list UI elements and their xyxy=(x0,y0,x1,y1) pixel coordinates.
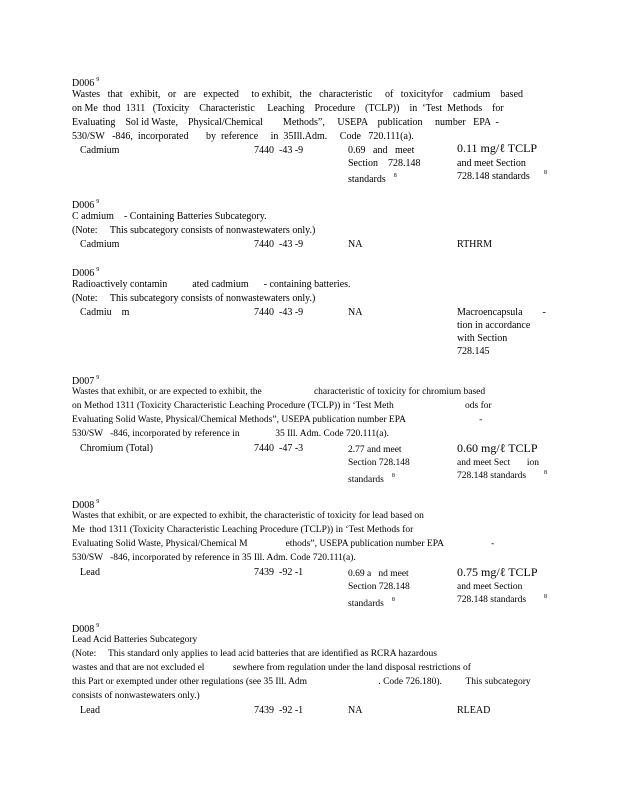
nonwastewater-line: standards $^8$ xyxy=(348,173,397,185)
standard-line: Macroencapsula - xyxy=(457,307,546,318)
waste-code: D006 $^9$ xyxy=(72,77,100,89)
description-line: (Note: This subcategory consists of nonwastewaters only.) xyxy=(72,293,316,304)
constituent-name: Lead xyxy=(80,705,100,716)
description-line: Wastes that exhibit, or are expected to exhibit, the characteristic of toxicityfor cadmium based xyxy=(72,89,524,100)
cas-number: 7440 -43 -9 xyxy=(254,239,304,250)
description-line: (Note: This standard only applies to lead acid batteries that are identified as RCRA hazardous xyxy=(72,649,437,659)
standard-line: tion in accordance xyxy=(457,320,531,331)
nonwastewater-line: standards $^8$ xyxy=(348,597,395,609)
nonwastewater-line: standards $^8$ xyxy=(348,473,395,485)
standard-line: 728.148 standards xyxy=(457,171,530,182)
description-line: Wastes that exhibit, or are expected to exhibit, the characteristic of toxicity for chromium based xyxy=(72,387,486,397)
cas-number: 7440 -43 -9 xyxy=(254,307,304,318)
standard-line: RTHRM xyxy=(457,239,492,250)
footnote-mark: 9 xyxy=(96,623,100,629)
description-line: C admium - Containing Batteries Subcategory. xyxy=(72,211,267,222)
description-line: Evaluating Sol id Waste, Physical/Chemical Methods”, USEPA publication number EPA - xyxy=(72,117,499,128)
cas-number: 7440 -43 -9 xyxy=(254,145,304,156)
constituent-name: Lead xyxy=(80,567,100,578)
nonwastewater-line: Section 728.148 xyxy=(348,158,421,169)
standard-line: and meet Sect ion xyxy=(457,458,540,468)
constituent-name: Cadmium xyxy=(80,239,120,250)
standard-line: 728.145 xyxy=(457,346,490,357)
waste-code: D008 $^9$ xyxy=(72,499,100,511)
nonwastewater-line: Section 728.148 xyxy=(348,458,410,468)
standard-main: 0.75 mg/ℓ TCLP xyxy=(457,565,538,579)
nonwastewater-line: 0.69 a nd meet xyxy=(348,569,409,579)
description-line: 530/SW -846, incorporated by reference in 35 Ill. Adm. Code 720.111(a). xyxy=(72,429,390,439)
standard-main: 0.11 mg/ℓ TCLP xyxy=(457,141,538,155)
standard-line: 728.148 standards xyxy=(457,595,527,605)
description-line: on Method 1311 (Toxicity Characteristic Leaching Procedure (TCLP)) in ‘Test Meth ods for xyxy=(72,401,492,411)
standard-line: RLEAD xyxy=(457,705,491,716)
nonwastewater-line: NA xyxy=(348,239,363,250)
footnote-mark: 8 xyxy=(393,173,397,179)
footnote-mark: 9 xyxy=(96,375,100,381)
description-line: Evaluating Solid Waste, Physical/Chemical M ethods”, USEPA publication number EPA - xyxy=(72,539,495,549)
cas-number: 7439 -92 -1 xyxy=(254,567,304,578)
footnote-mark: 9 xyxy=(96,499,100,505)
description-line: wastes and that are not excluded el sewhere from regulation under the land disposal restrictions of xyxy=(72,663,471,673)
footnote-mark: 8 xyxy=(391,597,395,603)
waste-code: D007 $^9$ xyxy=(72,375,100,387)
footnote-mark: 9 xyxy=(96,199,100,205)
constituent-name: Cadmiu m xyxy=(80,307,130,318)
description-line: Evaluating Solid Waste, Physical/Chemical Methods”, USEPA publication number EPA - xyxy=(72,415,483,425)
waste-code: D006 $^9$ xyxy=(72,199,100,211)
description-line: 530/SW -846, incorporated by reference in 35 Ill. Adm. Code 720.111(a). xyxy=(72,553,356,563)
standard-line: and meet Section xyxy=(457,582,523,592)
footnote-mark: 9 xyxy=(96,267,100,273)
description-line: Me thod 1311 (Toxicity Characteristic Leaching Procedure (TCLP)) in ‘Test Methods for xyxy=(72,525,414,535)
nonwastewater-line: 0.69 and meet xyxy=(348,145,415,156)
description-line: (Note: This subcategory consists of nonwastewaters only.) xyxy=(72,225,316,236)
description-line: consists of nonwastewaters only.) xyxy=(72,691,200,701)
waste-code: D008 $^9$ xyxy=(72,623,100,635)
description-line: this Part or exempted under other regulations (see 35 Ill. Adm . Code 726.180). This subcategory xyxy=(72,677,531,687)
cas-number: 7439 -92 -1 xyxy=(254,705,304,716)
footnote-mark: 8 xyxy=(391,473,395,479)
standard-line: with Section xyxy=(457,333,508,344)
cas-number: 7440 -47 -3 xyxy=(254,443,304,454)
nonwastewater-line: 2.77 and meet xyxy=(348,445,402,455)
footnote-mark: 8 xyxy=(544,470,547,476)
footnote-mark: 8 xyxy=(544,594,547,600)
description-line: 530/SW -846, incorporated by reference in 35Ill.Adm. Code 720.111(a). xyxy=(72,131,414,142)
standard-line: and meet Section xyxy=(457,158,526,169)
footnote-mark: 8 xyxy=(544,170,547,176)
description-line: on Me thod 1311 (Toxicity Characteristic Leaching Procedure (TCLP)) in ‘Test Methods for xyxy=(72,103,504,114)
standard-line: 728.148 standards xyxy=(457,471,527,481)
constituent-name: Chromium (Total) xyxy=(80,443,153,454)
waste-code: D006 $^9$ xyxy=(72,267,100,279)
footnote-mark: 9 xyxy=(96,77,100,83)
description-line: Radioactively contamin ated cadmium - containing batteries. xyxy=(72,279,351,290)
nonwastewater-line: NA xyxy=(348,307,363,318)
standard-main: 0.60 mg/ℓ TCLP xyxy=(457,441,538,455)
constituent-name: Cadmium xyxy=(80,145,120,156)
description-line: Wastes that exhibit, or are expected to exhibit, the characteristic of toxicity for lead based on xyxy=(72,511,424,521)
nonwastewater-line: Section 728.148 xyxy=(348,582,410,592)
description-line: Lead Acid Batteries Subcategory xyxy=(72,635,198,645)
nonwastewater-line: NA xyxy=(348,705,363,716)
